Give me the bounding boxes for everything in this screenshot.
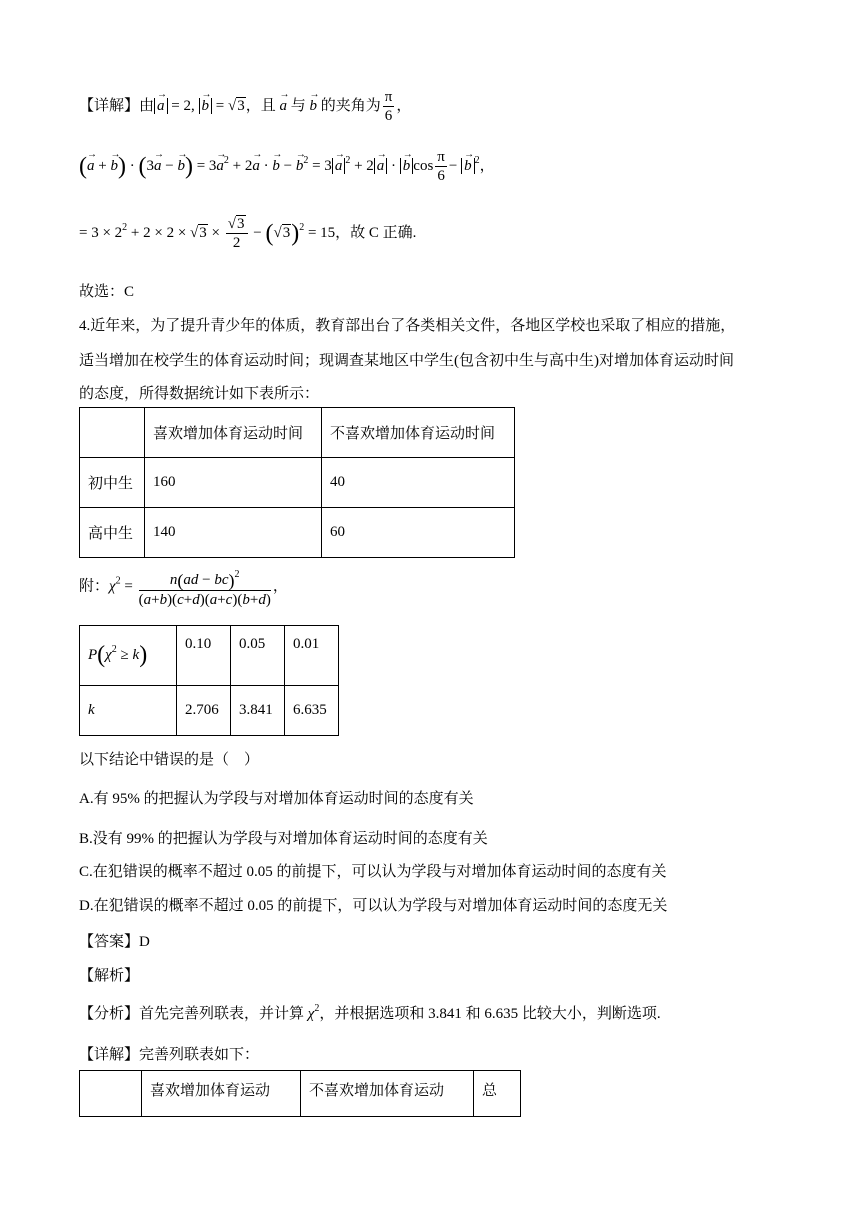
detail-line-2: 【详解】完善列联表如下：	[79, 1047, 260, 1063]
analysis-title: 【解析】	[79, 968, 140, 984]
math-norms: → a = 2, → b = √3	[154, 98, 246, 114]
option-a: A.有 95% 的把握认为学段与对增加体育运动时间的态度有关	[79, 791, 474, 807]
completed-table: 喜欢增加体育运动 不喜欢增加体育运动 总	[79, 1070, 521, 1117]
table-row: $P(\chi^2 \ge k)$ 0.10 0.05 0.01	[80, 626, 339, 686]
option-d: D.在犯错误的概率不超过 0.05 的前提下，可以认为学段与对增加体育运动时间的态度无关	[79, 898, 668, 914]
equation-line-2: (→ a + → b) · (3→ a − → $b) = 3\to a^2 + 2\to a$ · → b − → $b^2 = 3\to a$ $^2$ + 2→ a · → b cos $\frac{\pi}{6}$ − → b $^2$，	[79, 148, 495, 185]
chi-square-formula: 附：$\chi^2$ = $\frac{n(ad - bc)^2}{(a+b)(c+d)(a+c)(b+d)}$ ，	[79, 566, 288, 609]
option-c: C.在犯错误的概率不超过 0.05 的前提下，可以认为学段与对增加体育运动时间的态度有关	[79, 864, 667, 880]
question-4-line-3: 的态度，所得数据统计如下表所示：	[79, 386, 320, 402]
answer-label: 【答案】D	[79, 934, 150, 950]
table-row: 初中生 160 40	[80, 458, 515, 508]
question-prompt: 以下结论中错误的是（ ）	[79, 752, 260, 768]
detail-line-1: 【详解】由→ a = 2, → b = √3，且 → a 与 → b 的夹角为 $\frac{\pi}{6}$ ，	[79, 88, 411, 125]
probability-label: $P(\chi^2 \ge k)$	[80, 626, 177, 686]
table-header-cell: 喜欢增加体育运动时间	[145, 408, 322, 458]
question-4-line-2: 适当增加在校学生的体育运动时间；现调查某地区中学生(包含初中生与高中生)对增加体育运动时间	[79, 353, 734, 369]
table-row: 高中生 140 60	[80, 508, 515, 558]
survey-table	[79, 407, 515, 558]
question-4-line-1: 4.近年来，为了提升青少年的体质，教育部出台了各类相关文件，各地区学校也采取了相应的措施，	[79, 318, 736, 334]
answer-line-1: 故选：C	[79, 284, 135, 300]
equation-line-3: = $3 \times 2^2 + 2 \times 2 \times √3$ × $\frac{√3}{2}$ − $(√3)^2 = 15$，故 C 正确.	[79, 216, 417, 251]
analysis-line: 【分析】首先完善列联表，并计算 $\chi^2$，并根据选项和 3.841 和 6.635 比较大小，判断选项.	[79, 1003, 661, 1022]
table-header-cell: 不喜欢增加体育运动时间	[322, 408, 515, 458]
critical-value-table	[79, 625, 339, 736]
conclusion-text: ，故 C 正确.	[335, 224, 417, 241]
table-row: k 2.706 3.841 6.635	[80, 686, 339, 736]
option-b: B.没有 99% 的把握认为学段与对增加体育运动时间的态度有关	[79, 831, 488, 847]
table-header-cell	[80, 408, 145, 458]
fraction-pi-6: $\frac{\pi}{6}$	[384, 89, 393, 124]
detail-label: 【详解】	[79, 97, 140, 114]
